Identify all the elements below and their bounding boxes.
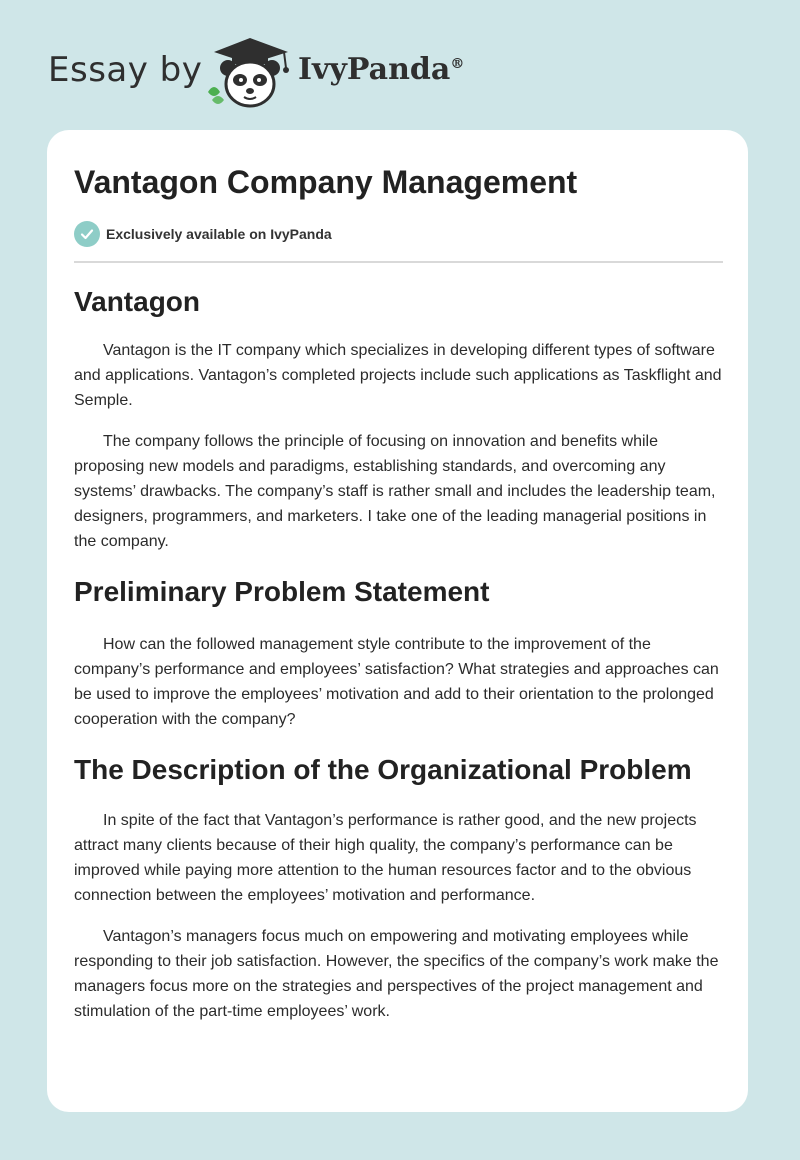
paragraph: In spite of the fact that Vantagon’s performance is rather good, and the new projects attract many clients because of their high quality, the company’s performance can be improved while paying more attention to the human resources factor and to the obvious connection between the employees’ motivation and performance.: [74, 812, 697, 904]
paragraph: Vantagon’s managers focus much on empowering and motivating employees while responding to their job satisfaction. However, the specifics of the company’s work make the managers focus more on the strategies and perspectives of the project management and stimulation of the part-time employees’ work.: [74, 928, 719, 1020]
divider: [74, 261, 723, 263]
paragraph: The company follows the principle of focusing on innovation and benefits while proposing new models and paradigms, establishing standards, and overcoming any systems’ drawbacks. The company’s staff is rather small and includes the leadership team, designers, programmers, and marketers. I take one of the leading managerial positions in the company.: [74, 433, 716, 550]
essay-by-label: Essay by: [48, 50, 203, 90]
badge-label: Exclusively available on IvyPanda: [106, 226, 332, 242]
page-title: Vantagon Company Management: [74, 164, 578, 200]
brand-name[interactable]: IvyPanda®: [298, 52, 465, 87]
section-heading-problem-statement: Preliminary Problem Statement: [74, 576, 490, 607]
paragraph: How can the followed management style contribute to the improvement of the company’s performance and employees’ satisfaction? What strategies and approaches can be used to improve the employees’ motivation and add to their orientation to the prolonged cooperation with the company?: [74, 636, 719, 728]
registered-mark: ®: [450, 56, 465, 72]
essay-card: [47, 130, 748, 1112]
article-body: [74, 280, 726, 1040]
section-heading-vantagon: Vantagon: [74, 286, 201, 317]
panda-graduate-icon: [204, 34, 296, 110]
site-header: [48, 30, 548, 110]
exclusive-badge: [74, 221, 332, 247]
check-circle-icon: [74, 221, 100, 247]
paragraph: Vantagon is the IT company which specializes in developing different types of software and applications. Vantagon’s completed projects include such applications as Taskflight and Semple.: [74, 342, 722, 409]
section-heading-organizational-problem: The Description of the Organizational Problem: [74, 754, 692, 785]
